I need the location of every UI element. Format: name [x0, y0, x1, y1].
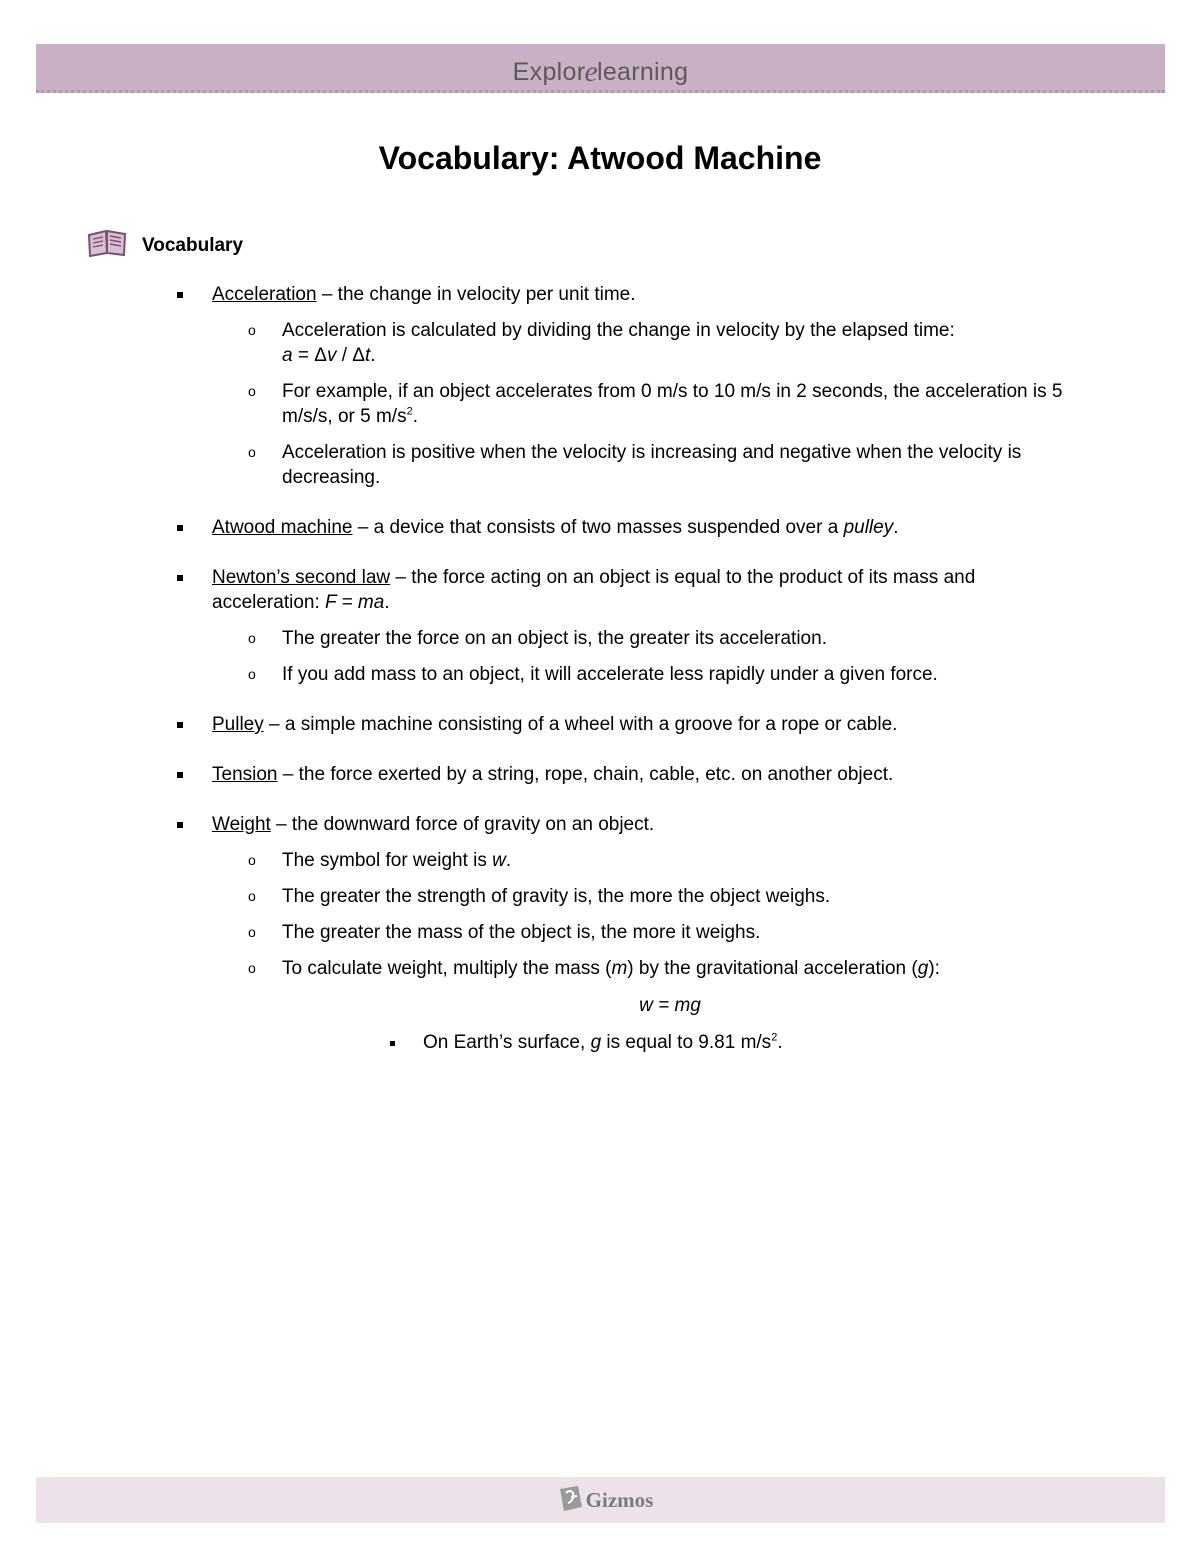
term-acceleration [0, 282, 1200, 490]
vocabulary-list [0, 282, 1200, 1080]
header-band [36, 44, 1165, 93]
gizmos-text: Gizmos [585, 1487, 654, 1512]
sub-item: o Acceleration is calculated by dividing the change in velocity by the elapsed time: a = Δv / Δt. [248, 320, 955, 366]
square-bullet [177, 722, 183, 728]
term-name: Atwood machine [212, 517, 353, 538]
term-name: Weight [212, 814, 271, 835]
explorelearning-logo [513, 55, 689, 89]
square-bullet [177, 822, 183, 828]
circle-bullet: o [248, 666, 256, 682]
circle-bullet: o [248, 960, 256, 976]
footer-band [36, 1477, 1165, 1523]
circle-bullet: o [248, 852, 256, 868]
circle-bullet: o [248, 444, 256, 460]
sub-item: o The greater the strength of gravity is, the more the object weighs. [248, 886, 831, 907]
logo-text-mid: e [584, 55, 598, 88]
gizmos-icon [558, 1483, 584, 1518]
section-title: Vocabulary [142, 234, 244, 256]
circle-bullet: o [248, 888, 256, 904]
sub-sub-item: On Earth’s surface, g is equal to 9.81 $m/s^2$. [282, 1030, 1070, 1055]
term-name: Acceleration [212, 284, 317, 305]
sub-item: o If you add mass to an object, it will accelerate less rapidly under a given force. [248, 664, 938, 685]
sub-item: o The greater the mass of the object is, the more it weighs. [248, 922, 761, 943]
section-header [86, 228, 243, 263]
sub-item: o The symbol for weight is w. [248, 850, 512, 871]
circle-bullet: o [248, 383, 256, 399]
term-weight: Weight – the downward force of gravity on an object. o The symbol for weight is w. o The greater the strength of gravity is, the more the object weighs. o The greater the mass of the object is, the more it weighs. o To calculate weight, multiply the mass (m) by the gravitational acceleration (g): w = mg On Earth’s surface, g is equal to 9.81 $m/s^2$. [0, 812, 1200, 1055]
square-bullet-small [390, 1041, 395, 1046]
circle-bullet: o [248, 630, 256, 646]
square-bullet [177, 292, 183, 298]
term-definition: – the change in velocity per unit time. [316, 284, 636, 305]
sub-item: o Acceleration is positive when the velocity is increasing and negative when the velocity is decreasing. [248, 442, 1022, 488]
book-icon [86, 228, 128, 263]
term-newtons-second-law: Newton’s second law – the force acting on an object is equal to the product of its mass and acceleration: F = ma. o The greater the force on an object is, the greater its acceleration. o If you add mass to an object, it will accelerate less rapidly under a given force. [0, 565, 1200, 687]
square-bullet [177, 575, 183, 581]
logo-text-left: Explor [512, 57, 586, 86]
term-tension: Tension – the force exerted by a string, rope, chain, cable, etc. on another object. [0, 762, 1200, 787]
circle-bullet: o [248, 322, 256, 338]
square-bullet [177, 772, 183, 778]
term-pulley: Pulley – a simple machine consisting of a wheel with a groove for a rope or cable. [0, 712, 1200, 737]
weight-formula: w = mg [639, 995, 701, 1016]
sub-item: o For example, if an object accelerates from 0 m/s to 10 m/s in 2 seconds, the acceleration is 5 m/s/s, or 5 $m/s^2$. [248, 381, 1063, 427]
gizmos-logo [558, 1483, 654, 1518]
sub-item: o The greater the force on an object is, the greater its acceleration. [248, 628, 827, 649]
term-name: Newton’s second law [212, 567, 391, 588]
square-bullet [177, 525, 183, 531]
term-name: Pulley [212, 714, 264, 735]
circle-bullet: o [248, 924, 256, 940]
term-atwood-machine: Atwood machine – a device that consists of two masses suspended over a pulley. [0, 515, 1200, 540]
page-title: Vocabulary: Atwood Machine [378, 140, 822, 176]
sub-item: o To calculate weight, multiply the mass (m) by the gravitational acceleration (g): w = mg On Earth’s surface, g is equal to 9.81 $m/s^2$. [212, 956, 1070, 1055]
term-name: Tension [212, 764, 278, 785]
logo-text-right: learning [596, 57, 689, 86]
